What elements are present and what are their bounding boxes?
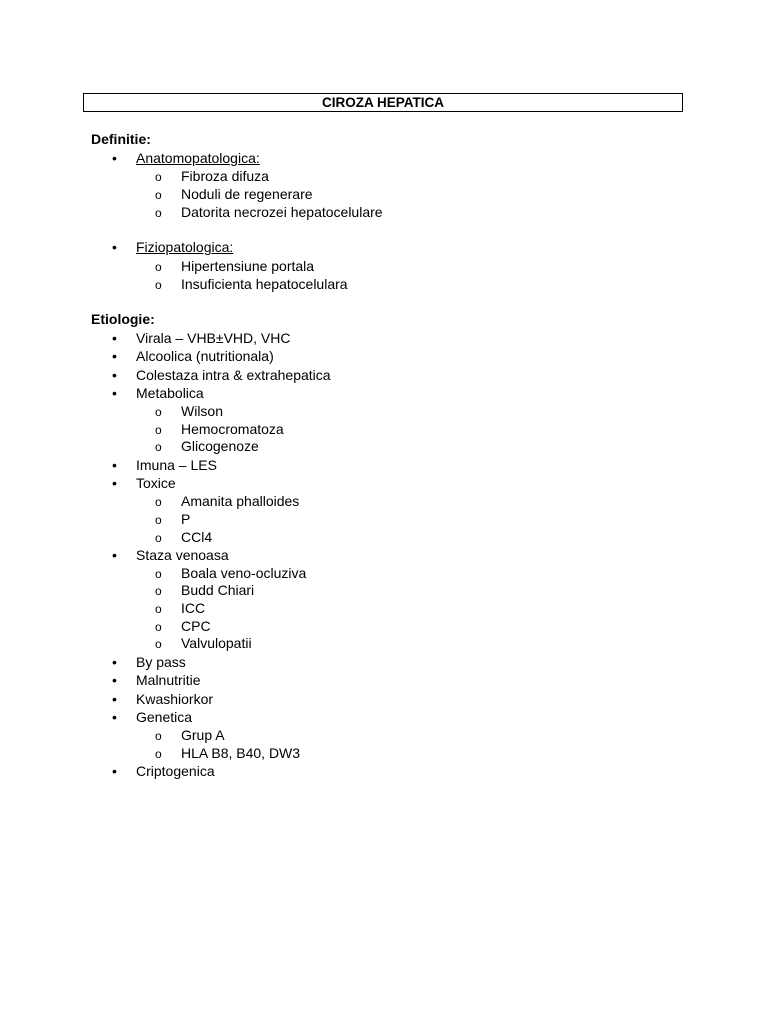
item-label: Hemocromatoza: [181, 421, 284, 437]
list-item-anatomopatologica: [112, 149, 260, 167]
item-label: ICC: [181, 600, 206, 616]
sub-bullet-marker: o: [155, 747, 162, 761]
sub-bullet-marker: o: [155, 170, 162, 184]
item-label: Hipertensiune portala: [181, 258, 315, 274]
item-label: Anatomopatologica:: [136, 150, 260, 166]
bullet-marker: •: [112, 385, 117, 401]
sub-list-item: [155, 203, 383, 222]
bullet-marker: •: [112, 672, 117, 688]
list-item: [112, 708, 192, 726]
sub-list-item: [155, 726, 225, 745]
list-item: [112, 329, 290, 347]
list-item: [112, 347, 274, 365]
sub-list-item: [155, 185, 313, 204]
list-item: [112, 366, 331, 384]
item-label: Toxice: [136, 475, 176, 491]
sub-list-item: [155, 402, 223, 421]
list-item: [112, 546, 229, 564]
sub-bullet-marker: o: [155, 495, 162, 509]
document-title: CIROZA HEPATICA: [83, 93, 683, 112]
sub-bullet-marker: o: [155, 278, 162, 292]
item-label: Insuficienta hepatocelulara: [181, 276, 348, 292]
item-label: HLA B8, B40, DW3: [181, 745, 301, 761]
list-item: [112, 671, 201, 689]
item-label: Staza venoasa: [136, 547, 229, 563]
item-label: Metabolica: [136, 385, 204, 401]
list-item-fiziopatologica: [112, 238, 233, 256]
item-label: Datorita necrozei hepatocelulare: [181, 204, 383, 220]
item-label: Noduli de regenerare: [181, 186, 313, 202]
item-label: Imuna – LES: [136, 457, 217, 473]
sub-bullet-marker: o: [155, 729, 162, 743]
bullet-marker: •: [112, 654, 117, 670]
bullet-marker: •: [112, 475, 117, 491]
list-item: [112, 474, 176, 492]
bullet-marker: •: [112, 150, 117, 166]
item-label: Budd Chiari: [181, 582, 255, 598]
item-label: Fibroza difuza: [181, 168, 269, 184]
etiologie-heading: Etiologie:: [91, 311, 155, 327]
bullet-marker: •: [112, 709, 117, 725]
sub-list-item: [155, 581, 254, 600]
list-item: [112, 384, 204, 402]
item-label: Virala – VHB±VHD, VHC: [136, 330, 291, 346]
list-item: [112, 653, 186, 671]
bullet-marker: •: [112, 348, 117, 364]
bullet-marker: •: [112, 457, 117, 473]
sub-list-item: [155, 744, 300, 763]
sub-bullet-marker: o: [155, 567, 162, 581]
sub-bullet-marker: o: [155, 637, 162, 651]
sub-bullet-marker: o: [155, 405, 162, 419]
sub-list-item: [155, 275, 348, 294]
bullet-marker: •: [112, 691, 117, 707]
sub-bullet-marker: o: [155, 440, 162, 454]
bullet-marker: •: [112, 330, 117, 346]
sub-bullet-marker: o: [155, 584, 162, 598]
sub-list-item: [155, 599, 205, 618]
item-label: Colestaza intra & extrahepatica: [136, 367, 331, 383]
list-item: [112, 690, 213, 708]
item-label: Malnutritie: [136, 672, 201, 688]
sub-list-item: [155, 167, 269, 186]
item-label: Valvulopatii: [181, 635, 252, 651]
sub-bullet-marker: o: [155, 188, 162, 202]
item-label: Criptogenica: [136, 763, 215, 779]
sub-list-item: [155, 634, 252, 653]
item-label: Boala veno-ocluziva: [181, 565, 307, 581]
item-label: Amanita phalloides: [181, 493, 300, 509]
sub-bullet-marker: o: [155, 423, 162, 437]
sub-bullet-marker: o: [155, 602, 162, 616]
sub-bullet-marker: o: [155, 531, 162, 545]
sub-list-item: [155, 510, 190, 529]
item-label: Grup A: [181, 727, 225, 743]
item-label: Genetica: [136, 709, 193, 725]
bullet-marker: •: [112, 239, 117, 255]
sub-list-item: [155, 257, 314, 276]
item-label: Alcoolica (nutritionala): [136, 348, 274, 364]
definitie-heading: Definitie:: [91, 131, 151, 147]
item-label: P: [181, 511, 191, 527]
bullet-marker: •: [112, 763, 117, 779]
bullet-marker: •: [112, 547, 117, 563]
list-item: [112, 456, 217, 474]
sub-list-item: [155, 437, 259, 456]
list-item: [112, 762, 215, 780]
item-label: CPC: [181, 618, 211, 634]
sub-bullet-marker: o: [155, 260, 162, 274]
item-label: Kwashiorkor: [136, 691, 214, 707]
item-label: Fiziopatologica:: [136, 239, 234, 255]
sub-bullet-marker: o: [155, 620, 162, 634]
item-label: By pass: [136, 654, 186, 670]
sub-list-item: [155, 492, 299, 511]
item-label: Wilson: [181, 403, 224, 419]
sub-list-item: [155, 528, 212, 547]
sub-bullet-marker: o: [155, 206, 162, 220]
item-label: Glicogenoze: [181, 438, 259, 454]
bullet-marker: •: [112, 367, 117, 383]
item-label: CCl4: [181, 529, 213, 545]
sub-bullet-marker: o: [155, 513, 162, 527]
